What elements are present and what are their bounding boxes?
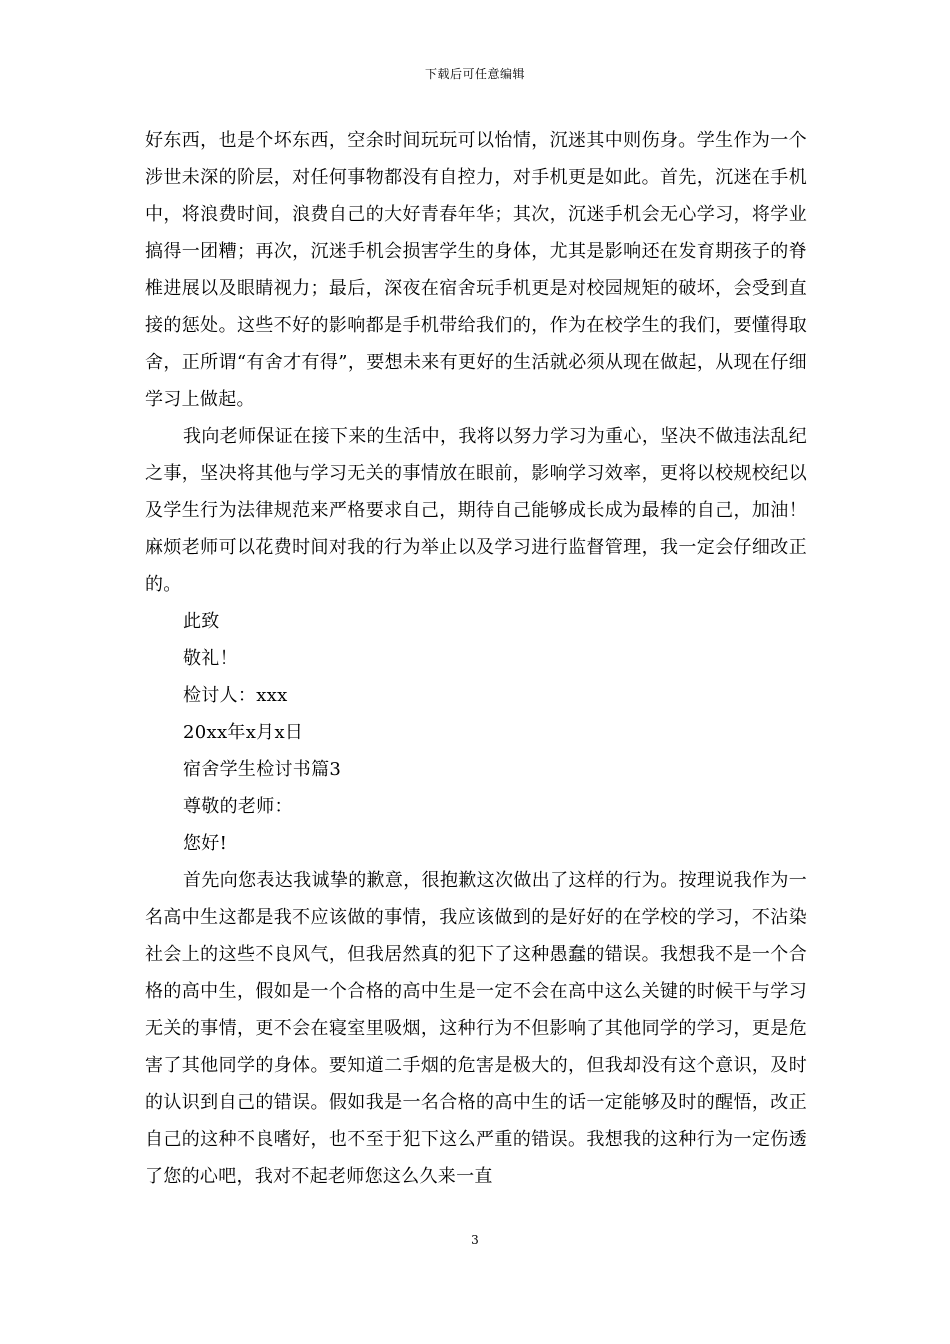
date-line: 20xx年x月x日 (183, 722, 304, 743)
salutation-line: 尊敬的老师： (183, 796, 293, 817)
greeting-line: 您好! (183, 833, 228, 854)
document-body (145, 122, 807, 1195)
paragraph-2: 我向老师保证在接下来的生活中，我将以努力学习为重心，坚决不做违法乱纪之事，坚决将其他与学习无关的事情放在眼前，影响学习效率，更将以校规校纪以及学生行为法律规范来严格要求自己，期待自己能够成长成为最棒的自己，加油！麻烦老师可以花费时间对我的行为举止以及学习进行监督管理，我一定会仔细改正的。 (145, 426, 807, 595)
page-number: 3 (471, 1233, 479, 1247)
signer-line: 检讨人：xxx (183, 685, 288, 706)
closing-line-1: 此致 (183, 611, 220, 632)
closing-line-2: 敬礼！ (183, 648, 238, 669)
paragraph-1: 好东西，也是个坏东西，空余时间玩玩可以怡情，沉迷其中则伤身。学生作为一个涉世未深的阶层，对任何事物都没有自控力，对手机更是如此。首先，沉迷在手机中，将浪费时间，浪费自己的大好青春年华；其次，沉迷手机会无心学习，将学业搞得一团糟；再次，沉迷手机会损害学生的身体，尤其是影响还在发育期孩子的脊椎进展以及眼睛视力；最后，深夜在宿舍玩手机更是对校园规矩的破坏，会受到直接的惩处。这些不好的影响都是手机带给我们的，作为在校学生的我们，要懂得取舍，正所谓“有舍才有得”，要想未来有更好的生活就必须从现在做起，从现在仔细学习上做起。 (145, 130, 807, 410)
paragraph-3: 首先向您表达我诚挚的歉意，很抱歉这次做出了这样的行为。按理说我作为一名高中生这都是我不应该做的事情，我应该做到的是好好的在学校的学习，不沾染社会上的这些不良风气，但我居然真的犯下了这种愚蠢的错误。我想我不是一个合格的高中生，假如是一个合格的高中生是一定不会在高中这么关键的时候干与学习无关的事情，更不会在寝室里吸烟，这种行为不但影响了其他同学的学习，更是危害了其他同学的身体。要知道二手烟的危害是极大的，但我却没有这个意识，及时的认识到自己的错误。假如我是一名合格的高中生的话一定能够及时的醒悟，改正自己的这种不良嗜好，也不至于犯下这么严重的错误。我想我的这种行为一定伤透了您的心吧，我对不起老师您这么久来一直 (145, 870, 807, 1187)
page-header-note: 下载后可任意编辑 (424, 67, 525, 81)
section-title: 宿舍学生检讨书篇3 (183, 759, 342, 780)
